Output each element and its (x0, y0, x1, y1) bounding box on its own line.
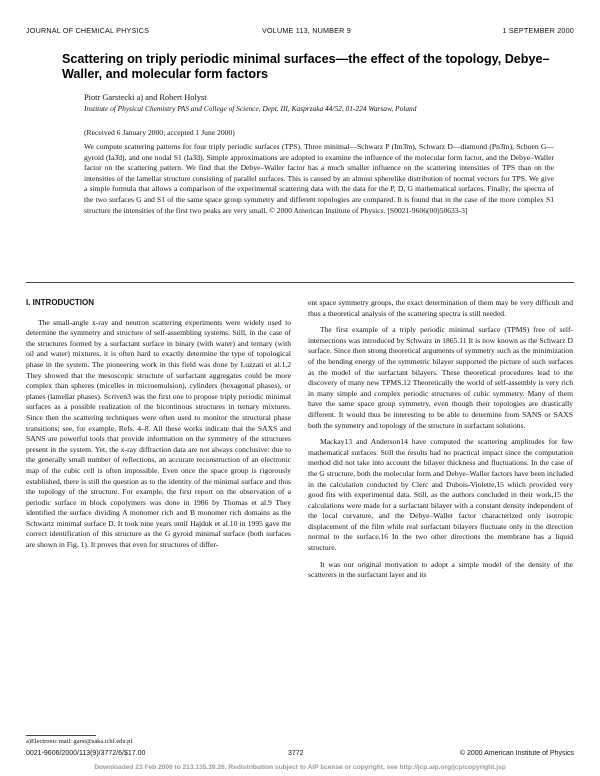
volume-number: VOLUME 113, NUMBER 9 (262, 26, 351, 35)
paragraph: The first example of a triply periodic minimal surface (TPMS) free of self-intersections was introduced by Schwarz in 1865.11 It is now known as the Schwarz D surface. Since then strong theoretical arguments of symmetry such as the minimization of the bending energy of the symmetric bilayer supported the picture of such surfaces as the model of the surfactant bilayers. These theoretical procedures lead to the discovery of many new TPMS.12 Theoretically the world of self-assembly is very rich in many simple and complex periodic structures of cubic symmetry. Many of them have the same space group symmetry, even though their topologies are drastically different. It would thus be interesting to be able to determine from SANS or SAXS both the symmetry and topology of the structure in surfactant solutions. (308, 325, 573, 430)
paper-title: Scattering on triply periodic minimal surfaces—the effect of the topology, Debye–Waller, and molecular form factors (62, 52, 550, 81)
issue-date: 1 SEPTEMBER 2000 (502, 26, 574, 35)
footnote-divider (26, 735, 96, 736)
copyright: © 2000 American Institute of Physics (459, 750, 574, 757)
section-divider (26, 282, 574, 283)
section-heading: I. INTRODUCTION (26, 298, 94, 307)
journal-name: JOURNAL OF CHEMICAL PHYSICS (26, 26, 150, 35)
received-dates: (Received 6 January 2000; accepted 1 June 2000) (84, 128, 235, 137)
paragraph: Mackay13 and Anderson14 have computed the scattering amplitudes for few mathematical surfaces. Still the results had no practical impact since the computation method did not take into account the bilayer thickness and fluctuations. In the case of the G structure, both the molecular form and Debye–Waller factors have been included in the calculation conducted by Clerc and Dubois-Violette,15 which provided very good fits with experimental data. Still, as the authors concluded in their work,15 the calculations were made for a surfactant bilayer with a constant density independent of the local curvature, and the Debye–Waller factor characterized only isotropic displacement of the film while real surfactant bilayers fluctuate only in the direction normal to the surface.16 In the two other directions the membrane has a liquid structure. (308, 437, 573, 553)
author-list: Piotr Garstecki a) and Robert Holyst (84, 93, 207, 102)
issn-code: 0021-9606/2000/113(9)/3772/6/$17.00 (26, 750, 146, 757)
abstract: We compute scattering patterns for four triply periodic surfaces (TPS). Three minimal—Schwarz P (Im3̄m), Schwarz D—diamond (Pn3̄m), Schoen G—gyroid (Ia3̄d), and one nodal S1 (Ia3̄d). Simple approximations are adopted to examine the influence of the molecular form factor, and the Debye–Waller factor on the scattering pattern. We find that the Debye–Waller factor has a much smaller influence on the scattering intensities of TPS than on the intensities of the lamellar structure consisting of parallel surfaces. This is caused by an almost spherelike distribution of normal vectors for TPS. We give a simple formula that allows a comparison of the experimental scattering data with the data for the P, D, G mathematical surfaces. Finally, the spectra of the two surfaces G and S1 of the same space group symmetry and different topologies are compared. It is found that in the case of the more complex S1 structure the intensities of the first two peaks are very small. © 2000 American Institute of Physics. [S0021-9606(00)50633-3] (84, 142, 554, 215)
download-notice: Downloaded 23 Feb 2006 to 213.135.39.26. Redistribution subject to AIP license or copyright, see http://jcp.aip.org/jcp/copyright.jsp (94, 764, 506, 771)
paragraph: ent space symmetry groups, the exact determination of them may be very difficult and thus a theoretical analysis of the scattering spectra is still needed. (308, 298, 573, 318)
footnote: a)Electronic mail: garst@saka.ichf.edu.pl (26, 738, 133, 745)
affiliation: Institute of Physical Chemistry PAS and College of Science, Dept. III, Kasprzaka 44/52, 01-224 Warsaw, Poland (84, 104, 417, 113)
left-column (26, 298, 291, 551)
paragraph: The small-angle x-ray and neutron scattering experiments were widely used to determine the symmetry and structure of self-assembling systems. Still, in the case of the structures formed by a surfactant surface in binary (with water) and ternary (with oil and water) mixtures, it is often hard to exactly determine the type of topological phase in the system. The pioneering work in this field was done by Luzzati et al.1,2 They showed that the mesoscopic structure of surfactant aggregates could be more complex than spheres (micelles in microemulsion), cylinders (hexagonal phases), or planes (lamellar phases). Scriven3 was the first one to propose triply periodic minimal surfaces as a possible realization of the bicontinous structures in ternary mixtures. Since then the scattering techniques were often used to monitor the structural phase transitions; see, for example, Refs. 4–8. All these works indicate that the SAXS and SANS are powerful tools that provide information on the symmetry of the structures present in the system. Yet, the x-ray diffraction data are not always conclusive: due to the generally small number of reflections, an accurate reconstruction of an electronic map of the cubic cell is often impossible. Even once the space group is rigorously established, there is still the question as to the identity of the minimal surface and thus the topology of the structure. For example, the first report on the observation of a periodic surface in block copolymers was done in 1986 by Thomas et al.9 They identified the surface dividing A monomer rich and B monomer rich domains as the Schwartz minimal surface D. It took nine years until Hajduk et al.10 in 1995 gave the correct identification of this structure as the G gyroid minimal surface (both surfaces are shown in Fig. 1). It proves that even for structures of differ- (26, 317, 291, 550)
right-column (308, 298, 573, 581)
page-number: 3772 (288, 750, 304, 757)
paragraph: It was our original motivation to adopt a simple model of the density of the scatterers in the surfactant layer and its (308, 559, 573, 580)
